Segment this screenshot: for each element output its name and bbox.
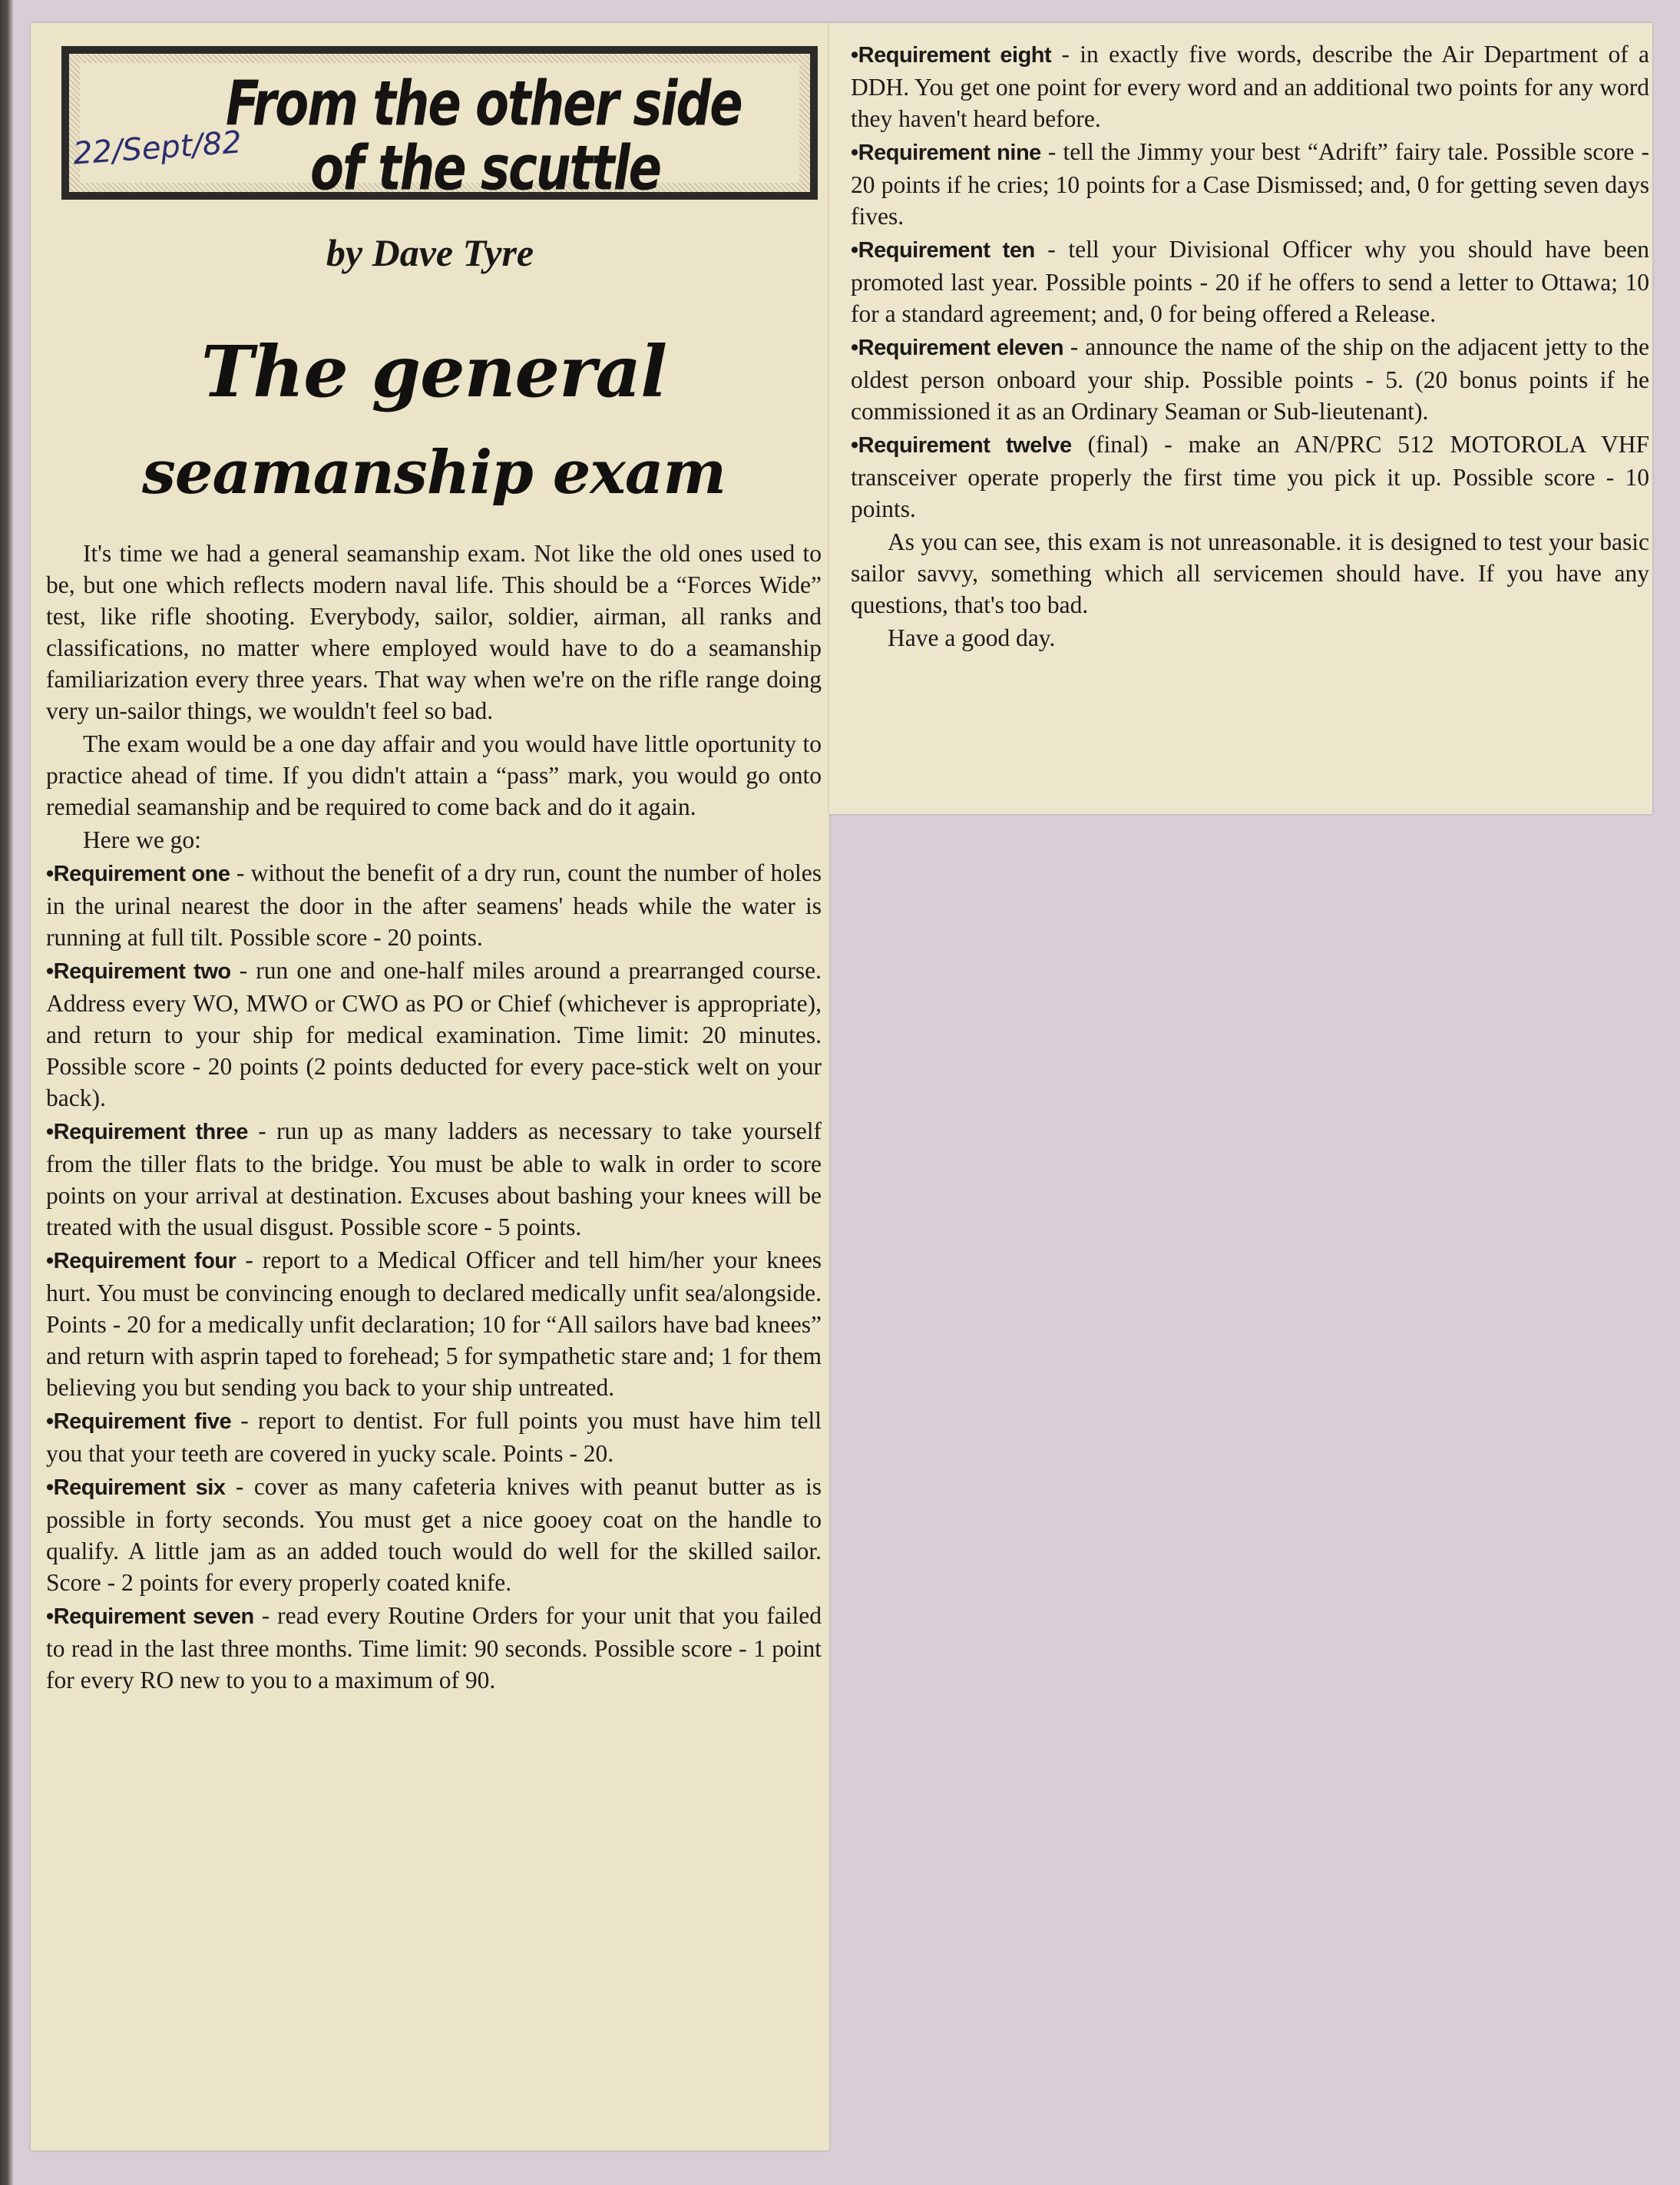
column-header-box [61, 46, 818, 205]
intro-paragraph-3: Here we go: [83, 826, 201, 853]
requirement-1: •Requirement one - without the benefit of a dry run, count the number of holes in the urinal nearest the door in the after seamens' heads while the water is running at full tilt. Possible score - 20 points. [46, 859, 822, 951]
requirement-6: •Requirement six - cover as many cafeteria knives with peanut butter as is possible in forty seconds. You must get a nice gooey coat on the handle to qualify. A little jam as an added touch would do well for the skilled sailor. Score - 2 points for every properly coated knife. [46, 1473, 822, 1596]
right-column-text [851, 38, 1649, 655]
requirement-3: •Requirement three - run up as many ladders as necessary to take yourself from the tiller flats to the bridge. You must be able to walk in order to score points on your arrival at destination. Excuses about bashing your knees will be treated with the usual disgust. Possible score - 5 points. [46, 1117, 822, 1240]
closing-paragraph: As you can see, this exam is not unreasonable. it is designed to test your basic sailor savvy, something which all servicemen should have. If you have any questions, that's too bad. [851, 528, 1649, 618]
requirement-7: •Requirement seven - read every Routine Orders for your unit that you failed to read in the last three months. Time limit: 90 seconds. Possible score - 1 point for every RO new to you to a maximum of 90. [46, 1602, 822, 1693]
handwritten-date: 22/Sept/82 [71, 124, 243, 172]
column-title-line2: of the scuttle [310, 134, 661, 205]
requirement-2: •Requirement two - run one and one-half miles around a prearranged course. Address every WO, MWO or CWO as PO or Chief (whichever is appropriate), and return to your ship for medical examination. Time limit: 20 minutes. Possible score - 20 points (2 points deducted for every pace-stick welt on your back). [46, 957, 822, 1111]
byline: by Dave Tyre [326, 231, 534, 274]
requirement-4: •Requirement four - report to a Medical Officer and tell him/her your knees hurt. You must be convincing enough to declared medically unfit sea/alongside. Points - 20 for a medically unfit declaration; 10 for “All sailors have bad knees” and return with asprin taped to forehead; 5 for sympathetic stare and; 1 for them believing you but sending you back to your ship untreated. [46, 1246, 822, 1401]
requirement-10: •Requirement ten - tell your Divisional Officer why you should have been promoted last year. Possible points - 20 if he offers to send a letter to Ottawa; 10 for a standard agreement; and, 0 for being offered a Release. [851, 236, 1650, 327]
requirement-11: •Requirement eleven - announce the name of the ship on the adjacent jetty to the oldest person onboard your ship. Possible points - 5. (20 bonus points if he commissioned it as an Ordinary Seaman or Sub-lieutenant). [851, 333, 1649, 425]
requirement-12: •Requirement twelve (final) - make an AN/PRC 512 MOTOROLA VHF transceiver operate properly the first time you pick it up. Possible score - 10 points. [851, 431, 1650, 522]
requirement-9: •Requirement nine - tell the Jimmy your best “Adrift” fairy tale. Possible score - 20 points if he cries; 10 points for a Case Dismissed; and, 0 for getting seven days fives. [851, 138, 1649, 230]
closing-signoff: Have a good day. [888, 624, 1056, 651]
headline-line1: The general [200, 330, 667, 413]
intro-text [46, 538, 822, 1697]
headline-line2: seamanship exam [141, 438, 726, 508]
intro-paragraph-1: It's time we had a general seamanship exam. Not like the old ones used to be, but one which reflects modern naval life. This should be a “Forces Wide” test, like rifle shooting. Everybody, sailor, soldier, airman, all ranks and classifications, no matter where employed would have to do a seamanship familiarization every three years. That way when we're on the rifle range doing very un-sailor things, we wouldn't feel so bad. [46, 540, 822, 724]
column-title-line1: From the other side [226, 69, 742, 141]
requirement-8: •Requirement eight - in exactly five words, describe the Air Department of a DDH. You get one point for every word and an additional two points for any word they haven't heard before. [851, 41, 1649, 132]
intro-paragraph-2: The exam would be a one day affair and you would have little oportunity to practice ahead of time. If you didn't attain a “pass” mark, you would go onto remedial seamanship and be required to come back and do it again. [46, 730, 822, 820]
requirement-5: •Requirement five - report to dentist. For full points you must have him tell you that your teeth are covered in yucky scale. Points - 20. [46, 1407, 822, 1467]
